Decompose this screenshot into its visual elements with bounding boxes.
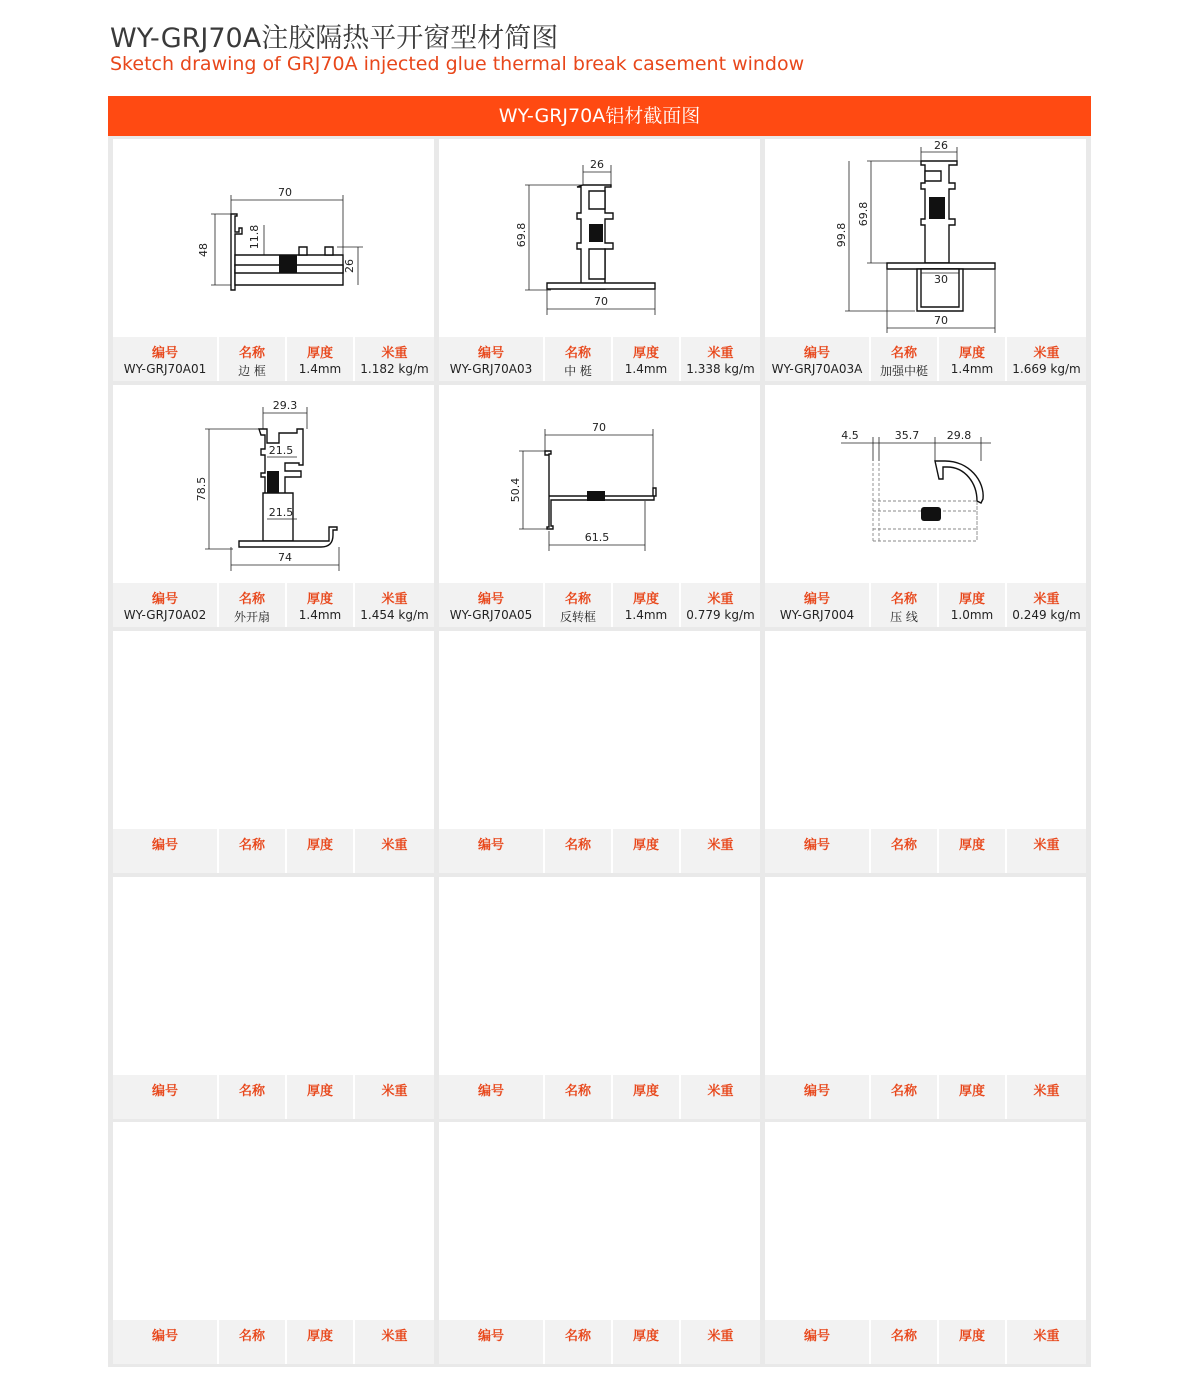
dim-label: 35.7 <box>894 429 920 442</box>
weight-header: 米重 <box>381 346 408 361</box>
name-header: 名称 <box>890 1329 917 1344</box>
dim-label: 74 <box>278 551 292 564</box>
name-header: 名称 <box>564 1329 591 1344</box>
profile-info <box>113 1075 434 1119</box>
code-header: 编号 <box>803 346 830 361</box>
dim-label: 99.8 <box>835 222 848 248</box>
empty-card <box>765 631 1086 873</box>
page-subtitle: Sketch drawing of GRJ70A injected glue thermal break casement window <box>110 53 805 75</box>
thickness-header: 厚度 <box>306 1084 333 1099</box>
empty-card <box>439 631 760 873</box>
profile-card <box>439 385 760 627</box>
profile-thickness: 1.4mm <box>624 362 668 376</box>
profile-card <box>765 139 1086 381</box>
profile-info <box>765 829 1086 873</box>
profile-thickness: 1.4mm <box>298 362 342 376</box>
weight-header: 米重 <box>1033 1084 1060 1099</box>
weight-header: 米重 <box>707 1084 734 1099</box>
profile-info <box>765 583 1086 627</box>
thickness-header: 厚度 <box>632 838 659 853</box>
dim-label: 26 <box>590 158 604 171</box>
empty-card <box>113 1122 434 1364</box>
profile-drawing <box>765 139 1086 337</box>
profile-name: 外开扇 <box>233 610 270 624</box>
profile-weight: 1.338 kg/m <box>686 362 755 376</box>
profile-info <box>765 1075 1086 1119</box>
profile-card <box>113 139 434 381</box>
thickness-header: 厚度 <box>632 1084 659 1099</box>
dim-label: 11.8 <box>248 224 261 250</box>
profile-card <box>439 139 760 381</box>
profile-weight: 1.454 kg/m <box>360 608 429 622</box>
thickness-header: 厚度 <box>306 838 333 853</box>
dim-label: 21.5 <box>268 506 294 519</box>
empty-card <box>439 877 760 1119</box>
profile-thickness: 1.4mm <box>298 608 342 622</box>
profile-code: WY-GRJ70A03A <box>771 362 863 376</box>
empty-card <box>765 1122 1086 1364</box>
code-header: 编号 <box>151 838 178 853</box>
profile-code: WY-GRJ70A05 <box>449 608 533 622</box>
thickness-header: 厚度 <box>958 1084 985 1099</box>
profile-card <box>765 385 1086 627</box>
empty-card <box>113 631 434 873</box>
thickness-header: 厚度 <box>958 346 985 361</box>
profile-info <box>113 1320 434 1364</box>
dim-label: 69.8 <box>857 201 870 227</box>
thickness-header: 厚度 <box>632 346 659 361</box>
name-header: 名称 <box>890 1084 917 1099</box>
code-header: 编号 <box>477 592 504 607</box>
dim-label: 29.3 <box>272 399 298 412</box>
name-header: 名称 <box>238 1084 265 1099</box>
weight-header: 米重 <box>707 1329 734 1344</box>
name-header: 名称 <box>238 592 265 607</box>
dim-label: 26 <box>343 259 356 273</box>
name-header: 名称 <box>238 346 265 361</box>
profile-drawing <box>765 385 1086 583</box>
profile-drawing <box>439 139 760 337</box>
weight-header: 米重 <box>381 1329 408 1344</box>
dim-label: 48 <box>197 243 210 257</box>
thickness-header: 厚度 <box>632 1329 659 1344</box>
weight-header: 米重 <box>707 592 734 607</box>
profile-info <box>439 1320 760 1364</box>
dim-label: 70 <box>592 421 606 434</box>
dim-label: 21.5 <box>268 444 294 457</box>
profile-info <box>113 337 434 381</box>
profile-name: 加强中梃 <box>879 364 928 378</box>
name-header: 名称 <box>564 1084 591 1099</box>
code-header: 编号 <box>477 838 504 853</box>
profile-weight: 1.669 kg/m <box>1012 362 1081 376</box>
dim-label: 78.5 <box>195 476 208 502</box>
profile-drawing <box>439 385 760 583</box>
profile-code: WY-GRJ7004 <box>779 608 855 622</box>
weight-header: 米重 <box>381 1084 408 1099</box>
name-header: 名称 <box>564 838 591 853</box>
profile-info <box>113 583 434 627</box>
thickness-header: 厚度 <box>632 592 659 607</box>
profile-thickness: 1.0mm <box>950 608 994 622</box>
dim-label: 50.4 <box>509 477 522 503</box>
code-header: 编号 <box>151 1329 178 1344</box>
dim-label: 70 <box>278 186 292 199</box>
profile-name: 压 线 <box>890 610 918 624</box>
profile-grid <box>108 136 1091 1367</box>
dim-label: 30 <box>934 273 948 286</box>
code-header: 编号 <box>151 1084 178 1099</box>
page-title: WY-GRJ70A注胶隔热平开窗型材简图 <box>110 23 559 54</box>
thickness-header: 厚度 <box>958 1329 985 1344</box>
profile-name: 反转框 <box>559 610 596 624</box>
profile-info <box>439 1075 760 1119</box>
name-header: 名称 <box>890 838 917 853</box>
dim-label: 26 <box>934 139 948 152</box>
thickness-header: 厚度 <box>306 1329 333 1344</box>
profile-info <box>765 337 1086 381</box>
dim-label: 69.8 <box>515 222 528 248</box>
code-header: 编号 <box>803 592 830 607</box>
profile-info <box>439 583 760 627</box>
profile-weight: 0.779 kg/m <box>686 608 755 622</box>
thickness-header: 厚度 <box>958 838 985 853</box>
weight-header: 米重 <box>707 346 734 361</box>
name-header: 名称 <box>564 346 591 361</box>
empty-card <box>439 1122 760 1364</box>
code-header: 编号 <box>151 346 178 361</box>
weight-header: 米重 <box>381 592 408 607</box>
weight-header: 米重 <box>1033 1329 1060 1344</box>
name-header: 名称 <box>238 838 265 853</box>
profile-name: 中 梃 <box>564 364 592 378</box>
profile-code: WY-GRJ70A03 <box>449 362 533 376</box>
code-header: 编号 <box>477 346 504 361</box>
profile-weight: 0.249 kg/m <box>1012 608 1081 622</box>
dim-label: 70 <box>934 314 948 327</box>
dim-label: 4.5 <box>841 429 859 442</box>
profile-drawing <box>113 139 434 337</box>
profile-weight: 1.182 kg/m <box>360 362 429 376</box>
profile-code: WY-GRJ70A02 <box>123 608 207 622</box>
profile-info <box>765 1320 1086 1364</box>
profile-thickness: 1.4mm <box>950 362 994 376</box>
dim-label: 61.5 <box>584 531 610 544</box>
empty-card <box>113 877 434 1119</box>
weight-header: 米重 <box>707 838 734 853</box>
code-header: 编号 <box>151 592 178 607</box>
profile-info <box>113 829 434 873</box>
dim-label: 70 <box>594 295 608 308</box>
code-header: 编号 <box>477 1084 504 1099</box>
name-header: 名称 <box>890 346 917 361</box>
code-header: 编号 <box>803 1329 830 1344</box>
profile-thickness: 1.4mm <box>624 608 668 622</box>
weight-header: 米重 <box>1033 838 1060 853</box>
code-header: 编号 <box>803 1084 830 1099</box>
thickness-header: 厚度 <box>306 592 333 607</box>
profile-drawing <box>113 385 434 583</box>
empty-card <box>765 877 1086 1119</box>
profile-code: WY-GRJ70A01 <box>123 362 207 376</box>
dim-label: 29.8 <box>946 429 972 442</box>
profile-info <box>439 829 760 873</box>
name-header: 名称 <box>238 1329 265 1344</box>
code-header: 编号 <box>477 1329 504 1344</box>
profile-name: 边 框 <box>238 364 266 378</box>
weight-header: 米重 <box>381 838 408 853</box>
thickness-header: 厚度 <box>306 346 333 361</box>
profile-info <box>439 337 760 381</box>
weight-header: 米重 <box>1033 592 1060 607</box>
thickness-header: 厚度 <box>958 592 985 607</box>
name-header: 名称 <box>564 592 591 607</box>
section-banner: WY-GRJ70A铝材截面图 <box>108 96 1091 136</box>
profile-card <box>113 385 434 627</box>
weight-header: 米重 <box>1033 346 1060 361</box>
name-header: 名称 <box>890 592 917 607</box>
code-header: 编号 <box>803 838 830 853</box>
